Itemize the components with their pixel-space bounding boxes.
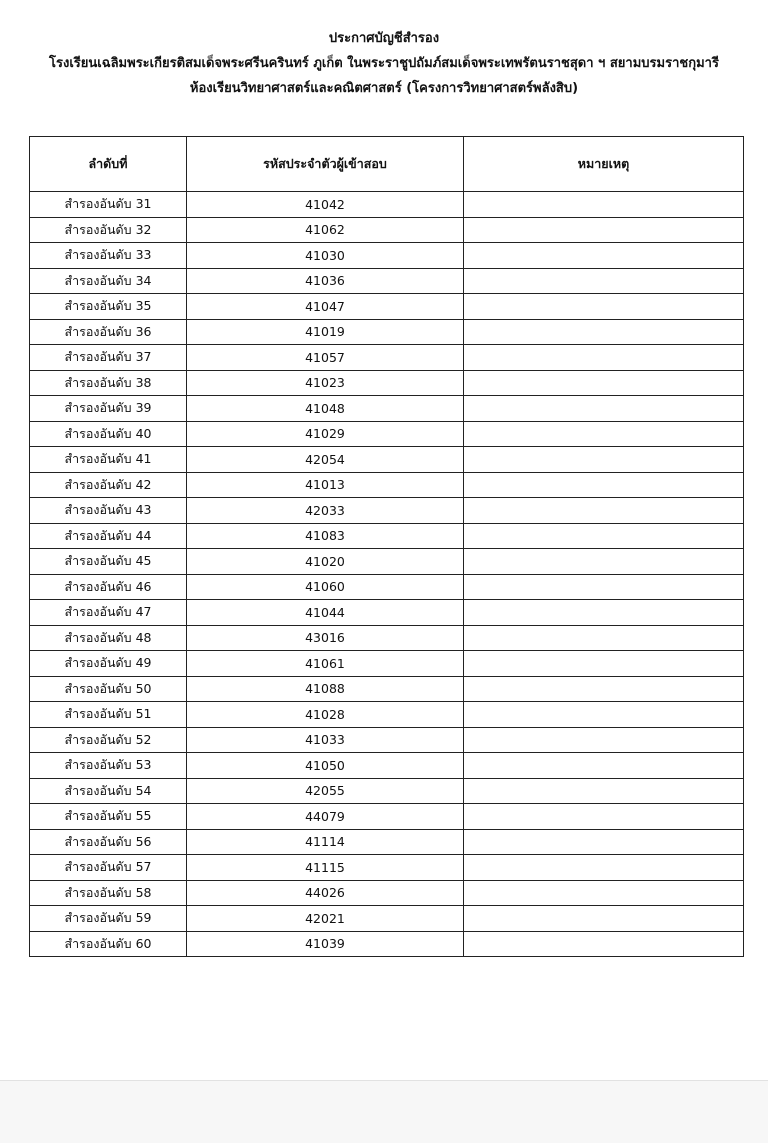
cell-rank: สำรองอันดับ 58 xyxy=(30,880,187,906)
cell-note xyxy=(464,345,744,371)
cell-exam-id: 41047 xyxy=(187,294,464,320)
cell-exam-id: 41114 xyxy=(187,829,464,855)
cell-note xyxy=(464,498,744,524)
table-row xyxy=(30,268,744,294)
cell-note xyxy=(464,472,744,498)
announcement-title: ประกาศบัญชีสำรอง xyxy=(328,31,440,46)
table-row xyxy=(30,651,744,677)
cell-rank: สำรองอันดับ 55 xyxy=(30,804,187,830)
cell-rank: สำรองอันดับ 46 xyxy=(30,574,187,600)
table-row xyxy=(30,472,744,498)
cell-rank: สำรองอันดับ 40 xyxy=(30,421,187,447)
cell-rank: สำรองอันดับ 59 xyxy=(30,906,187,932)
cell-rank: สำรองอันดับ 52 xyxy=(30,727,187,753)
cell-exam-id: 41039 xyxy=(187,931,464,957)
cell-note xyxy=(464,600,744,626)
cell-note xyxy=(464,549,744,575)
table-row xyxy=(30,421,744,447)
cell-note xyxy=(464,319,744,345)
cell-rank: สำรองอันดับ 39 xyxy=(30,396,187,422)
cell-rank: สำรองอันดับ 44 xyxy=(30,523,187,549)
cell-exam-id: 41029 xyxy=(187,421,464,447)
table-row xyxy=(30,294,744,320)
cell-rank: สำรองอันดับ 54 xyxy=(30,778,187,804)
table-row xyxy=(30,600,744,626)
table-row xyxy=(30,523,744,549)
cell-exam-id: 41023 xyxy=(187,370,464,396)
cell-exam-id: 41044 xyxy=(187,600,464,626)
cell-note xyxy=(464,268,744,294)
cell-exam-id: 42033 xyxy=(187,498,464,524)
page-bottom-edge xyxy=(0,1080,768,1143)
table-row xyxy=(30,319,744,345)
table-row xyxy=(30,549,744,575)
cell-note xyxy=(464,931,744,957)
cell-note xyxy=(464,727,744,753)
table-row xyxy=(30,702,744,728)
cell-rank: สำรองอันดับ 49 xyxy=(30,651,187,677)
program-name: ห้องเรียนวิทยาศาสตร์และคณิตศาสตร์ (โครงการวิทยาศาสตร์พลังสิบ) xyxy=(189,81,579,96)
cell-note xyxy=(464,243,744,269)
reserve-list-table xyxy=(29,136,744,957)
cell-exam-id: 41060 xyxy=(187,574,464,600)
cell-note xyxy=(464,447,744,473)
cell-note xyxy=(464,753,744,779)
cell-exam-id: 41062 xyxy=(187,217,464,243)
cell-rank: สำรองอันดับ 57 xyxy=(30,855,187,881)
table-row xyxy=(30,931,744,957)
cell-note xyxy=(464,778,744,804)
column-header-rank: ลำดับที่ xyxy=(30,137,187,192)
cell-note xyxy=(464,651,744,677)
cell-note xyxy=(464,906,744,932)
cell-rank: สำรองอันดับ 50 xyxy=(30,676,187,702)
cell-rank: สำรองอันดับ 31 xyxy=(30,192,187,218)
table-row xyxy=(30,880,744,906)
cell-exam-id: 41061 xyxy=(187,651,464,677)
cell-exam-id: 44079 xyxy=(187,804,464,830)
column-header-note: หมายเหตุ xyxy=(464,137,744,192)
cell-exam-id: 41030 xyxy=(187,243,464,269)
table-row xyxy=(30,574,744,600)
cell-exam-id: 41036 xyxy=(187,268,464,294)
announcement-header xyxy=(0,26,768,101)
cell-rank: สำรองอันดับ 51 xyxy=(30,702,187,728)
cell-exam-id: 42021 xyxy=(187,906,464,932)
cell-rank: สำรองอันดับ 32 xyxy=(30,217,187,243)
table-row xyxy=(30,906,744,932)
cell-note xyxy=(464,702,744,728)
cell-rank: สำรองอันดับ 36 xyxy=(30,319,187,345)
cell-rank: สำรองอันดับ 35 xyxy=(30,294,187,320)
cell-exam-id: 42055 xyxy=(187,778,464,804)
table-row xyxy=(30,753,744,779)
cell-exam-id: 41048 xyxy=(187,396,464,422)
cell-exam-id: 41028 xyxy=(187,702,464,728)
table-row xyxy=(30,804,744,830)
cell-rank: สำรองอันดับ 60 xyxy=(30,931,187,957)
table-row xyxy=(30,625,744,651)
cell-exam-id: 42054 xyxy=(187,447,464,473)
table-row xyxy=(30,855,744,881)
cell-note xyxy=(464,294,744,320)
cell-exam-id: 43016 xyxy=(187,625,464,651)
table-row xyxy=(30,217,744,243)
cell-rank: สำรองอันดับ 38 xyxy=(30,370,187,396)
cell-note xyxy=(464,829,744,855)
table-row xyxy=(30,676,744,702)
cell-exam-id: 41050 xyxy=(187,753,464,779)
table-row xyxy=(30,829,744,855)
table-row xyxy=(30,778,744,804)
table-row xyxy=(30,192,744,218)
cell-exam-id: 41088 xyxy=(187,676,464,702)
cell-note xyxy=(464,370,744,396)
cell-rank: สำรองอันดับ 56 xyxy=(30,829,187,855)
table-row xyxy=(30,727,744,753)
cell-note xyxy=(464,217,744,243)
table-row xyxy=(30,447,744,473)
cell-note xyxy=(464,880,744,906)
school-name: โรงเรียนเฉลิมพระเกียรติสมเด็จพระศรีนครินทร์ ภูเก็ต ในพระราชูปถัมภ์สมเด็จพระเทพรัตนราชสุดา ฯ สยามบรมราชกุมารี xyxy=(49,56,719,71)
cell-note xyxy=(464,396,744,422)
column-header-exam-id: รหัสประจำตัวผู้เข้าสอบ xyxy=(187,137,464,192)
cell-rank: สำรองอันดับ 33 xyxy=(30,243,187,269)
cell-rank: สำรองอันดับ 34 xyxy=(30,268,187,294)
table-row xyxy=(30,396,744,422)
cell-rank: สำรองอันดับ 47 xyxy=(30,600,187,626)
cell-rank: สำรองอันดับ 42 xyxy=(30,472,187,498)
cell-exam-id: 41019 xyxy=(187,319,464,345)
cell-rank: สำรองอันดับ 45 xyxy=(30,549,187,575)
cell-note xyxy=(464,574,744,600)
table-header-row xyxy=(30,137,744,192)
cell-exam-id: 41083 xyxy=(187,523,464,549)
cell-note xyxy=(464,523,744,549)
table-row xyxy=(30,370,744,396)
cell-rank: สำรองอันดับ 48 xyxy=(30,625,187,651)
table-row xyxy=(30,498,744,524)
cell-exam-id: 41033 xyxy=(187,727,464,753)
cell-note xyxy=(464,421,744,447)
cell-exam-id: 41020 xyxy=(187,549,464,575)
cell-rank: สำรองอันดับ 37 xyxy=(30,345,187,371)
cell-exam-id: 44026 xyxy=(187,880,464,906)
cell-note xyxy=(464,804,744,830)
cell-note xyxy=(464,855,744,881)
cell-exam-id: 41013 xyxy=(187,472,464,498)
cell-exam-id: 41042 xyxy=(187,192,464,218)
cell-rank: สำรองอันดับ 53 xyxy=(30,753,187,779)
cell-note xyxy=(464,192,744,218)
table-row xyxy=(30,345,744,371)
cell-note xyxy=(464,625,744,651)
cell-note xyxy=(464,676,744,702)
cell-exam-id: 41057 xyxy=(187,345,464,371)
table-row xyxy=(30,243,744,269)
cell-exam-id: 41115 xyxy=(187,855,464,881)
cell-rank: สำรองอันดับ 43 xyxy=(30,498,187,524)
cell-rank: สำรองอันดับ 41 xyxy=(30,447,187,473)
